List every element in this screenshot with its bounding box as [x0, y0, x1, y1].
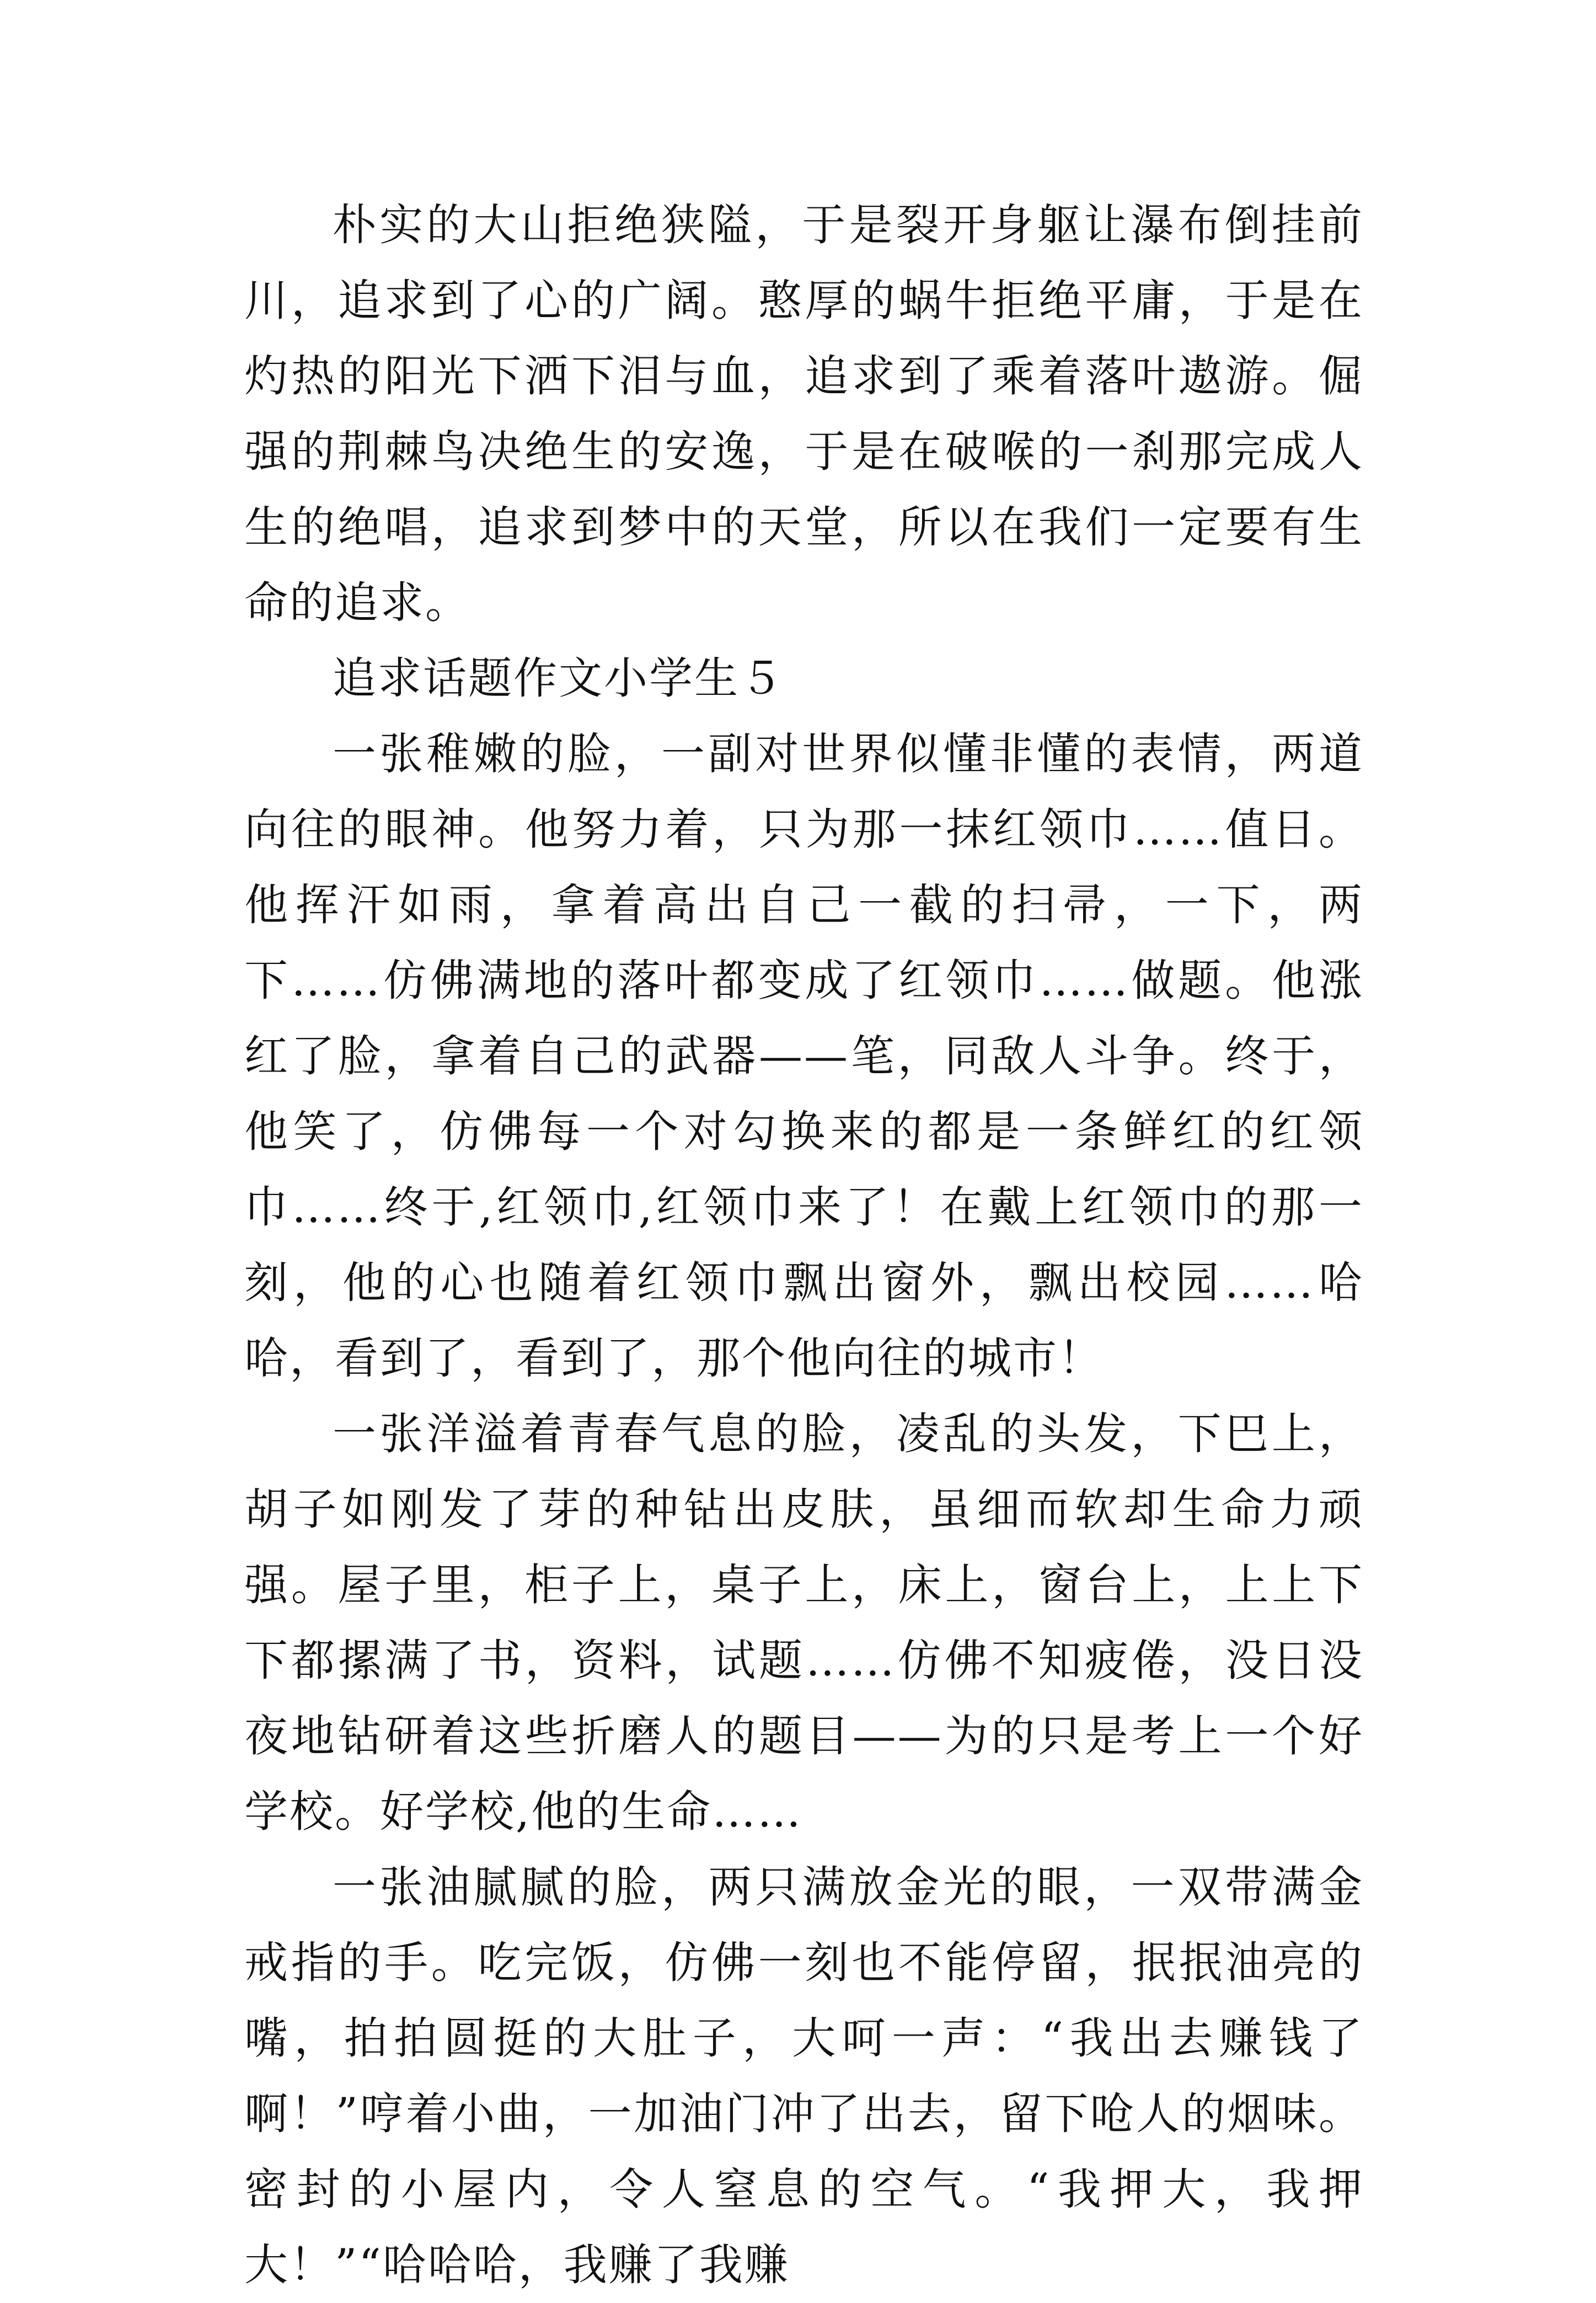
paragraph-4: 一张油腻腻的脸，两只满放金光的眼，一双带满金戒指的手。吃完饭，仿佛一刻也不能停留，抿抿油亮的嘴，拍拍圆挺的大肚子，大呵一声：“我出去赚钱了啊！”哼着小曲，一加油门冲了出去，留下呛人的烟味。密封的小屋内，令人窒息的空气。“我押大，我押大！”“哈哈哈，我赚了我赚: [244, 1862, 1364, 2290]
paragraph-3: 一张洋溢着青春气息的脸，凌乱的头发，下巴上，胡子如刚发了芽的种钻出皮肤，虽细而软却生命力顽强。屋子里，柜子上，桌子上，床上，窗台上，上上下下都摞满了书，资料，试题……仿佛不知疲倦，没日没夜地钻研着这些折磨人的题目——为的只是考上一个好学校。好学校,他的生命……: [244, 1408, 1364, 1837]
document-body: [244, 188, 1364, 2303]
section-heading: 追求话题作文小学生５: [333, 653, 785, 704]
paragraph-1: 朴实的大山拒绝狭隘，于是裂开身躯让瀑布倒挂前川，追求到了心的广阔。憨厚的蜗牛拒绝平庸，于是在灼热的阳光下洒下泪与血，追求到了乘着落叶遨游。倔强的荆棘鸟决绝生的安逸，于是在破喉的一刹那完成人生的绝唱，追求到梦中的天堂，所以在我们一定要有生命的追求。: [244, 200, 1364, 628]
paragraph-2: 一张稚嫩的脸，一副对世界似懂非懂的表情，两道向往的眼神。他努力着，只为那一抹红领巾……值日。他挥汗如雨，拿着高出自己一截的扫帚，一下，两下……仿佛满地的落叶都变成了红领巾……做题。他涨红了脸，拿着自己的武器——笔，同敌人斗争。终于，他笑了，仿佛每一个对勾换来的都是一条鲜红的红领巾……终于,红领巾,红领巾来了！在戴上红领巾的那一刻，他的心也随着红领巾飘出窗外，飘出校园……哈哈，看到了，看到了，那个他向往的城市！: [244, 729, 1364, 1384]
